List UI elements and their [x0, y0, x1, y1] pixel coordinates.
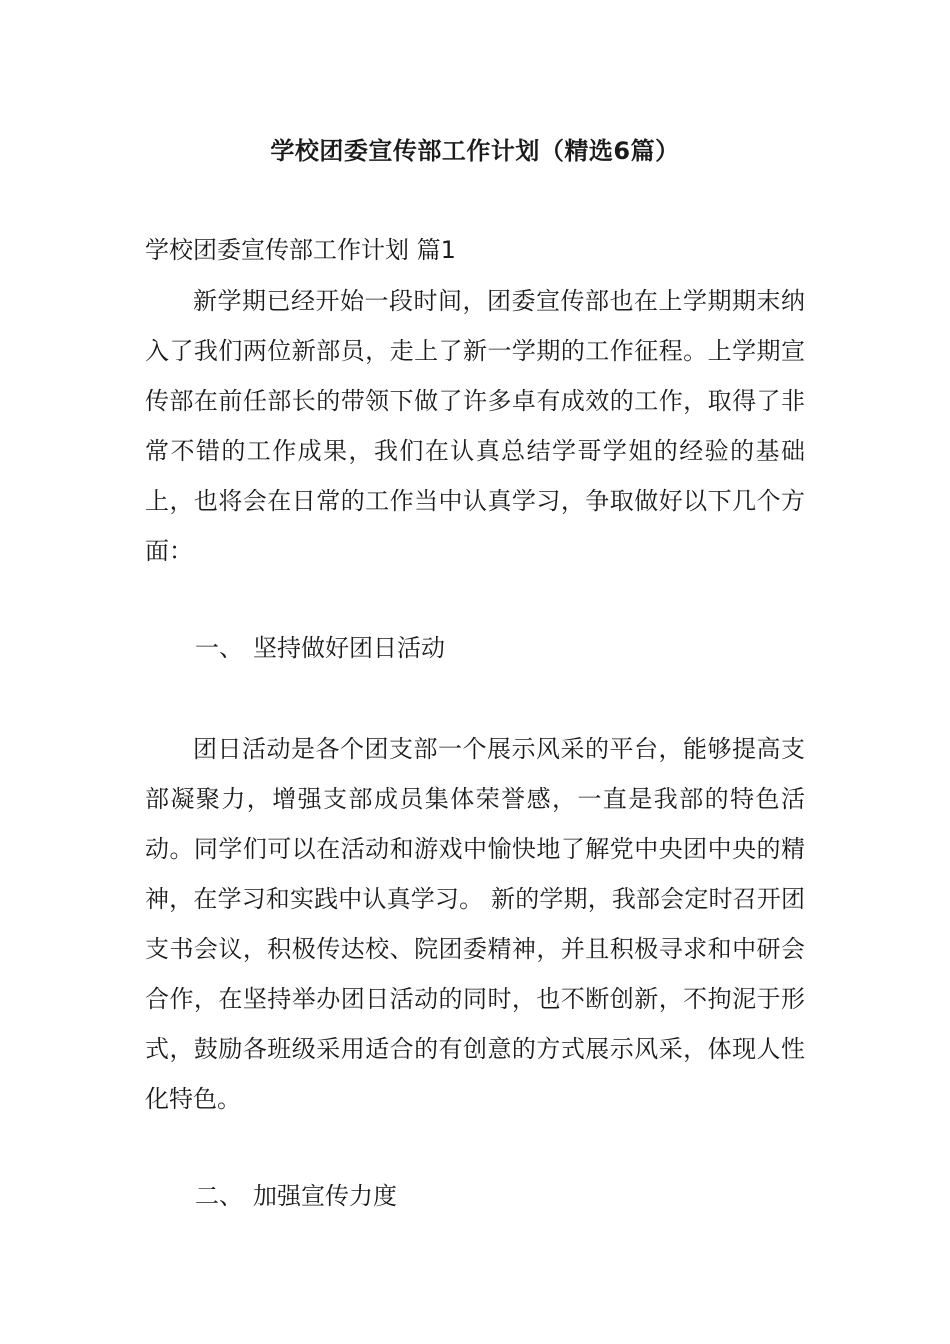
document-title: 学校团委宣传部工作计划（精选6篇） — [270, 137, 680, 165]
section-heading: 学校团委宣传部工作计划 篇1 — [145, 236, 456, 264]
paragraph-team-day: 团日活动是各个团支部一个展示风采的平台，能够提高支部凝聚力，增强支部成员集体荣誉感，一直是我部的特色活动。同学们可以在活动和游戏中愉快地了解党中央团中央的精神，在学习和实践中认真学习。 新的学期，我部会定时召开团支书会议，积极传达校、院团委精神，并且积极寻求和中研会合作，在坚持举办团日活动的同时，也不断创新，不拘泥于形式，鼓励各班级采用适合的有创意的方式展示风采，体现人性化特色。 — [145, 735, 805, 1113]
list-item-number: 二、 — [195, 1182, 243, 1210]
list-item-number: 一、 — [195, 634, 243, 662]
list-item-heading-1 — [195, 630, 445, 666]
list-item-text: 加强宣传力度 — [253, 1182, 397, 1210]
list-item-text: 坚持做好团日活动 — [253, 634, 445, 662]
list-item-heading-2 — [195, 1178, 397, 1214]
paragraph-intro: 新学期已经开始一段时间，团委宣传部也在上学期期末纳入了我们两位新部员，走上了新一学期的工作征程。上学期宣传部在前任部长的带领下做了许多卓有成效的工作，取得了非常不错的工作成果，我们在认真总结学哥学姐的经验的基础上，也将会在日常的工作当中认真学习，争取做好以下几个方面： — [145, 287, 805, 565]
